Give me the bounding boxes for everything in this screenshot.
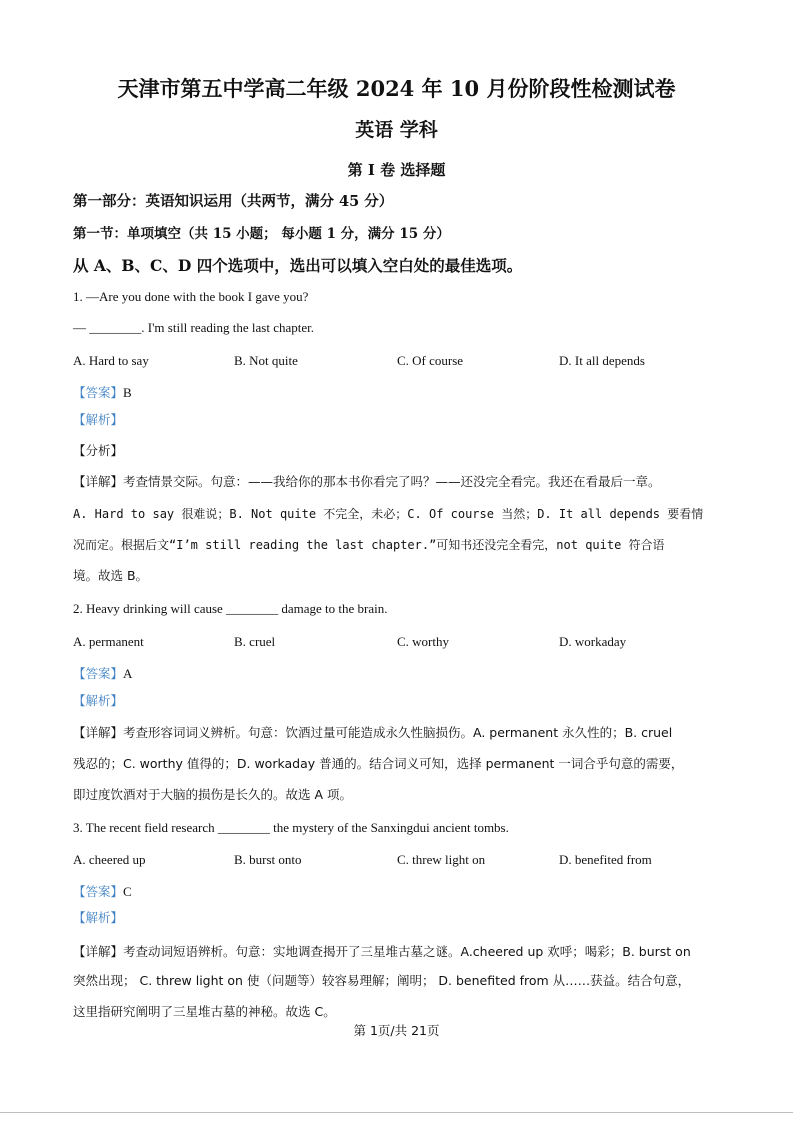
subject-heading: 英语 学科 <box>355 119 438 141</box>
q2-option-b: B. cruel <box>234 634 276 649</box>
answer-value: A <box>123 666 133 681</box>
q3-option-b: B. burst onto <box>234 852 302 867</box>
q1-detail-line: 况而定。根据后文“I’m still reading the last chapter.”可知书还没完全看完，not quite 符合语 <box>73 538 665 552</box>
q1-option-c: C. Of course <box>397 353 464 368</box>
q1-option-d: D. It all depends <box>559 353 645 368</box>
page-footer: 第 1页/共 21页 <box>353 1023 440 1038</box>
q1-detail-line: 境。故选 B。 <box>73 568 149 583</box>
q1-answer <box>73 384 132 400</box>
q3-analysis-tag: 【解析】 <box>73 910 124 925</box>
q1-analysis-tag: 【解析】 <box>73 412 124 427</box>
q2-analysis-tag: 【解析】 <box>73 693 124 708</box>
q2-detail-line: 【详解】考查形容词词义辨析。句意：饮酒过量可能造成永久性脑损伤。A. permanent 永久性的；B. cruel <box>73 725 673 740</box>
q3-detail-line: 【详解】考查动词短语辨析。句意：实地调查揭开了三星堆古墓之谜。A.cheered up 欢呼；喝彩；B. burst on <box>73 944 691 959</box>
volume-heading: 第 I 卷 选择题 <box>347 161 446 179</box>
q2-detail-line: 残忍的；C. worthy 值得的；D. workaday 普通的。结合词义可知，选择 permanent 一词合乎句意的需要， <box>73 756 684 771</box>
answer-value: C <box>123 884 132 899</box>
answer-tag: 【答案】 <box>73 884 124 899</box>
q3-option-d: D. benefited from <box>559 852 652 867</box>
part-heading: 第一部分：英语知识运用（共两节，满分 45 分） <box>73 193 394 210</box>
q3-stem: 3. The recent field research ________ the mystery of the Sanxingdui ancient tombs. <box>73 820 509 835</box>
section-heading: 第一节：单项填空（共 15 小题； 每小题 1 分，满分 15 分） <box>73 226 450 242</box>
q1-stem-line1: 1. —Are you done with the book I gave you? <box>73 289 309 304</box>
q3-detail-line: 突然出现； C. threw light on 使（问题等）较容易理解；阐明； D. benefited from 从……获益。结合句意， <box>73 973 691 988</box>
q2-stem: 2. Heavy drinking will cause ________ damage to the brain. <box>73 601 388 616</box>
q1-detail-line: 【详解】考查情景交际。句意：——我给你的那本书你看完了吗？——还没完全看完。我还在看最后一章。 <box>73 474 661 489</box>
q3-option-a: A. cheered up <box>73 852 146 867</box>
q3-answer <box>73 883 132 899</box>
q1-stem-line2: — ________. I'm still reading the last chapter. <box>73 320 314 335</box>
answer-tag: 【答案】 <box>73 666 124 681</box>
q3-detail-line: 这里指研究阐明了三星堆古墓的神秘。故选 C。 <box>73 1004 336 1019</box>
q2-answer <box>73 665 132 681</box>
page-bottom-divider <box>0 1112 793 1113</box>
q2-option-d: D. workaday <box>559 634 627 649</box>
exam-title: 天津市第五中学高二年级 2024 年 10 月份阶段性检测试卷 <box>117 76 676 101</box>
q1-fenxi-tag: 【分析】 <box>73 443 124 458</box>
q1-detail-line: A. Hard to say 很难说；B. Not quite 不完全，未必；C. Of course 当然；D. It all depends 要看情 <box>73 507 704 521</box>
q3-option-c: C. threw light on <box>397 852 486 867</box>
q1-option-a: A. Hard to say <box>73 353 149 368</box>
q2-option-a: A. permanent <box>73 634 144 649</box>
instruction: 从 A、B、C、D 四个选项中，选出可以填入空白处的最佳选项。 <box>73 256 523 275</box>
q1-option-b: B. Not quite <box>234 353 298 368</box>
q2-option-c: C. worthy <box>397 634 449 649</box>
answer-value: B <box>123 385 132 400</box>
q2-detail-line: 即过度饮酒对于大脑的损伤是长久的。故选 A 项。 <box>73 787 352 802</box>
answer-tag: 【答案】 <box>73 385 124 400</box>
